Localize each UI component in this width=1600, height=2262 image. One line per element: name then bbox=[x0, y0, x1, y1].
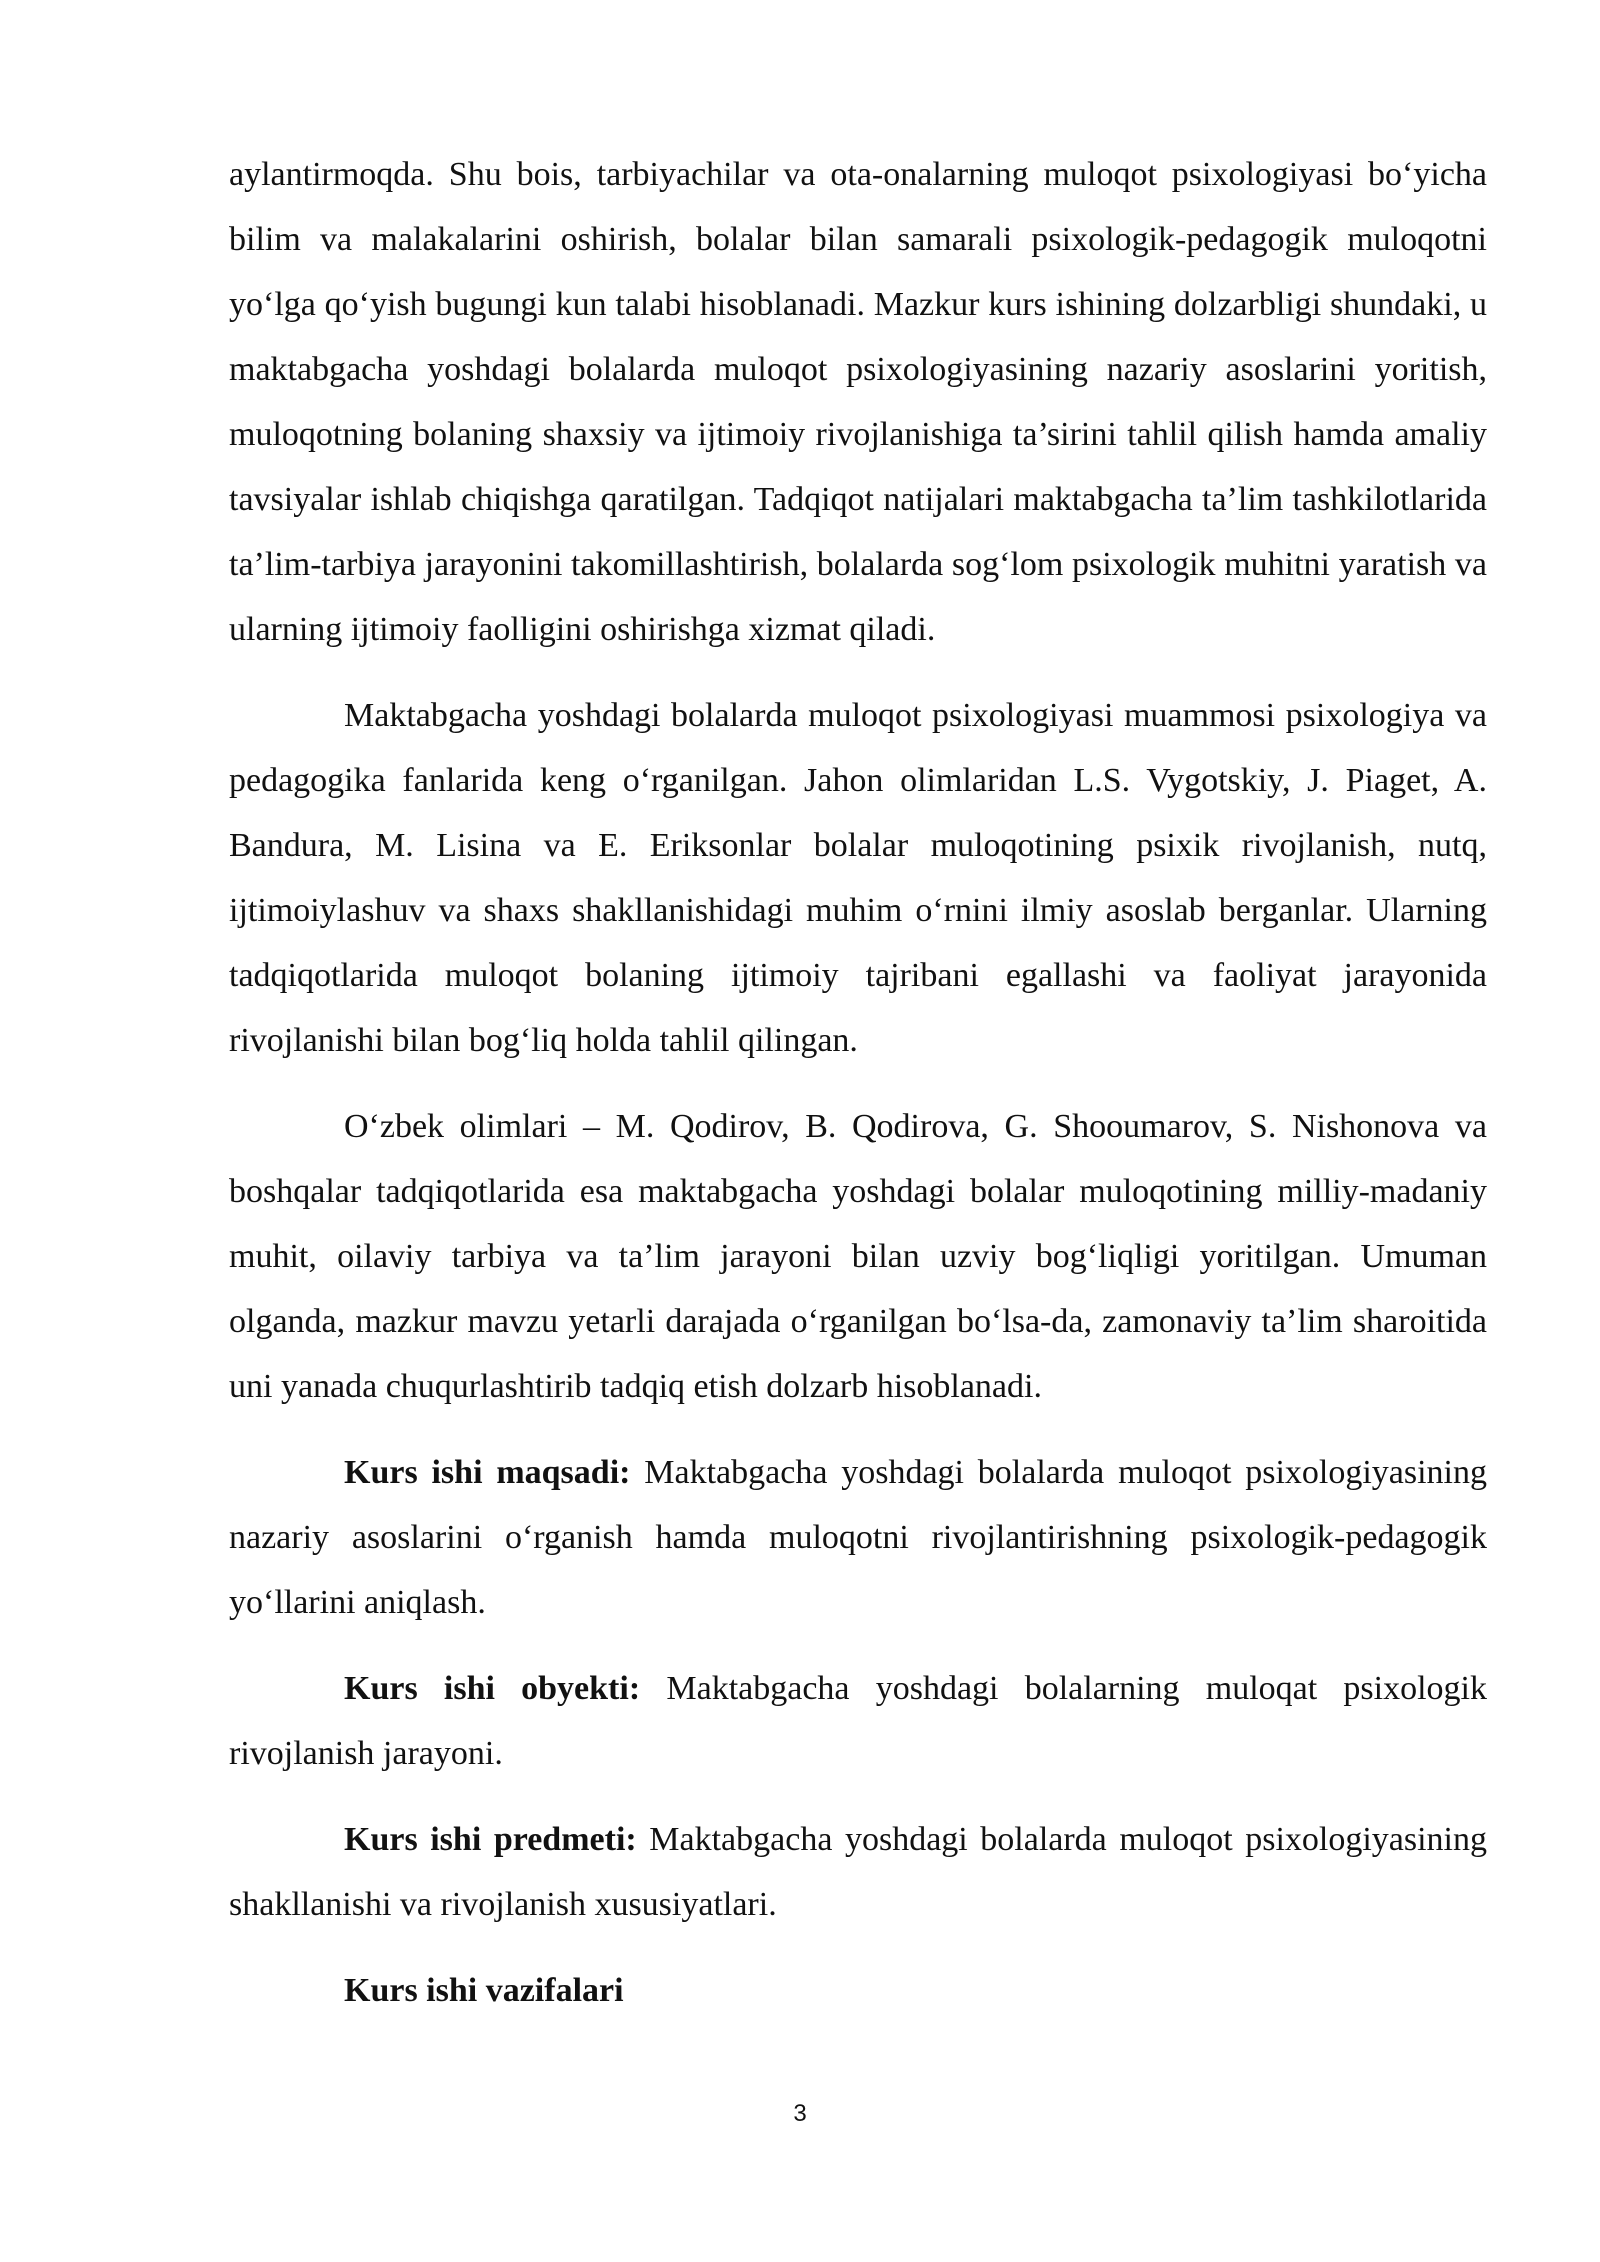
paragraph-course-tasks-heading bbox=[229, 1958, 1487, 2023]
paragraph-course-goal bbox=[229, 1440, 1487, 1635]
page-number: 3 bbox=[793, 2100, 807, 2127]
paragraph-course-subject bbox=[229, 1807, 1487, 1937]
paragraph-text: Maktabgacha yoshdagi bolalarda muloqot psixologiyasining nazariy asoslarini o‘rganish hamda muloqotni rivojlantirishning psixologik-pedagogik yo‘llarini aniqlash. bbox=[229, 1454, 1487, 1621]
paragraph-text: aylantirmoqda. Shu bois, tarbiyachilar va ota-onalarning muloqot psixologiyasi bo‘yicha bilim va malakalarini oshirish, bolalar bilan samarali psixologik-pedagogik muloqotni yo‘lga qo‘yish bugungi kun talabi hisoblanadi. Mazkur kurs ishining dolzarbligi shundaki, u maktabgacha yoshdagi bolalarda muloqot psixologiyasining nazariy asoslarini yoritish, muloqotning bolaning shaxsiy va ijtimoiy rivojlanishiga ta’sirini tahlil qilish hamda amaliy tavsiyalar ishlab chiqishga qaratilgan. Tadqiqot natijalari maktabgacha ta’lim tashkilotlarida ta’lim-tarbiya jarayonini takomillashtirish, bolalarda sog‘lom psixologik muhitni yaratish va ularning ijtimoiy faolligini oshirishga xizmat qiladi. bbox=[229, 156, 1487, 648]
paragraph-text: Maktabgacha yoshdagi bolalarning muloqat psixologik rivojlanish jarayoni. bbox=[229, 1670, 1487, 1772]
paragraph-label: Kurs ishi maqsadi: bbox=[344, 1454, 631, 1491]
paragraph-research-history bbox=[229, 683, 1487, 1073]
paragraph-label: Kurs ishi obyekti: bbox=[344, 1670, 641, 1707]
paragraph-label: Kurs ishi predmeti: bbox=[344, 1821, 637, 1858]
paragraph-text: Maktabgacha yoshdagi bolalarda muloqot psixologiyasi muammosi psixologiya va pedagogika fanlarida keng o‘rganilgan. Jahon olimlaridan L.S. Vygotskiy, J. Piaget, A. Bandura, M. Lisina va E. Eriksonlar bolalar muloqotining psixik rivojlanish, nutq, ijtimoiylashuv va shaxs shakllanishidagi muhim o‘rnini ilmiy asoslab berganlar. Ularning tadqiqotlarida muloqot bolaning ijtimoiy tajribani egallashi va faoliyat jarayonida rivojlanishi bilan bog‘liq holda tahlil qilingan. bbox=[229, 697, 1487, 1059]
paragraph-continuation bbox=[229, 142, 1487, 662]
paragraph-text: Maktabgacha yoshdagi bolalarda muloqot psixologiyasining shakllanishi va rivojlanish xususiyatlari. bbox=[229, 1821, 1487, 1923]
page-content bbox=[229, 142, 1487, 2023]
paragraph-text: O‘zbek olimlari – M. Qodirov, B. Qodirova, G. Shooumarov, S. Nishonova va boshqalar tadqiqotlarida esa maktabgacha yoshdagi bolalar muloqotining milliy-madaniy muhit, oilaviy tarbiya va ta’lim jarayoni bilan uzviy bog‘liqligi yoritilgan. Umuman olganda, mazkur mavzu yetarli darajada o‘rganilgan bo‘lsa-da, zamonaviy ta’lim sharoitida uni yanada chuqurlashtirib tadqiq etish dolzarb hisoblanadi. bbox=[229, 1108, 1487, 1405]
paragraph-course-object bbox=[229, 1656, 1487, 1786]
paragraph-uzbek-scholars bbox=[229, 1094, 1487, 1419]
paragraph-label: Kurs ishi vazifalari bbox=[344, 1972, 624, 2009]
